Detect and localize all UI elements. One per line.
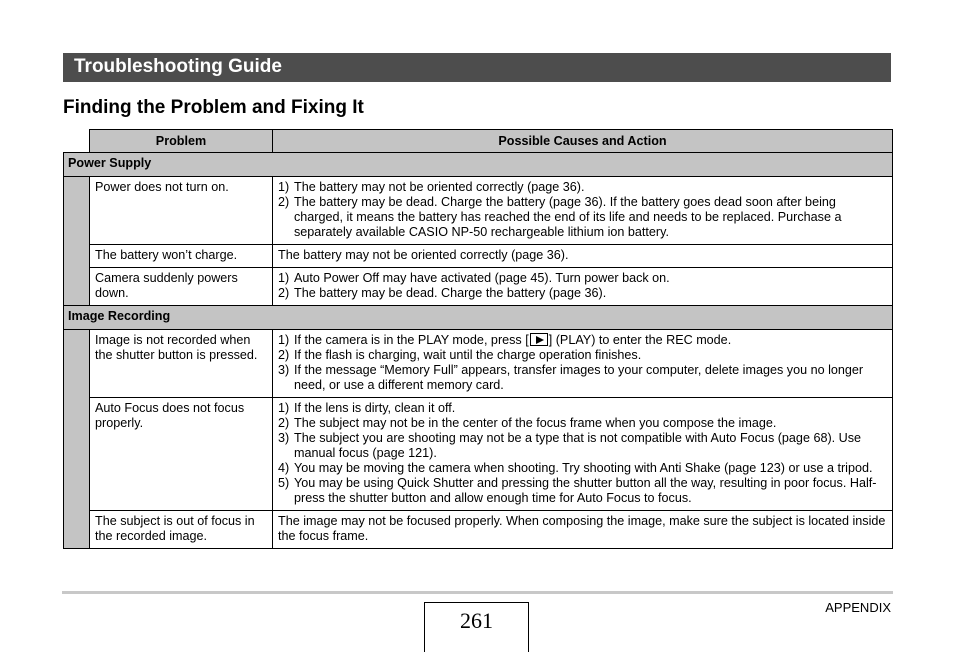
troubleshooting-table bbox=[63, 129, 893, 549]
action-item: 3) The subject you are shooting may not be a type that is not compatible with Auto Focus (page 68). Use manual focus (page 121). bbox=[278, 431, 862, 460]
action-item: 5) You may be using Quick Shutter and pressing the shutter button all the way, resulting in poor focus. Half-press the shutter button and allow enough time for Auto Focus to focus. bbox=[278, 476, 877, 505]
table-header-row bbox=[64, 130, 893, 153]
problem-cell: The battery won’t charge. bbox=[90, 245, 273, 268]
action-item: 2) If the flash is charging, wait until the charge operation finishes. bbox=[278, 348, 642, 362]
problem-cell: Camera suddenly powers down. bbox=[90, 268, 273, 306]
action-item: 4) You may be moving the camera when shooting. Try shooting with Anti Shake (page 123) or use a tripod. bbox=[278, 461, 873, 475]
table-row bbox=[64, 245, 893, 268]
category-gutter bbox=[64, 177, 90, 306]
action-cell: The image may not be focused properly. When composing the image, make sure the subject is located inside the focus frame. bbox=[273, 511, 893, 549]
column-header-problem: Problem bbox=[90, 130, 273, 153]
page-number-box bbox=[424, 602, 529, 652]
action-item: 2) The battery may be dead. Charge the battery (page 36). If the battery goes dead soon after being charged, it means the battery has reached the end of its life and needs to be replaced. Purchase a separately available CASIO NP-50 rechargeable lithium ion battery. bbox=[278, 195, 842, 239]
table-row bbox=[64, 511, 893, 549]
action-item: 3) If the message “Memory Full” appears, transfer images to your computer, delete images you no longer need, or use a different memory card. bbox=[278, 363, 864, 392]
footer-divider bbox=[62, 591, 893, 594]
action-list bbox=[278, 180, 887, 240]
table-row bbox=[64, 330, 893, 398]
table-row bbox=[64, 398, 893, 511]
action-item: 1) If the camera is in the PLAY mode, press [ ] (PLAY) to enter the REC mode. bbox=[278, 333, 732, 347]
section-label: APPENDIX bbox=[825, 600, 891, 615]
action-cell bbox=[273, 398, 893, 511]
problem-cell: The subject is out of focus in the recorded image. bbox=[90, 511, 273, 549]
action-list bbox=[278, 333, 887, 393]
section-title: Troubleshooting Guide bbox=[74, 56, 282, 77]
action-item: 1) Auto Power Off may have activated (page 45). Turn power back on. bbox=[278, 271, 670, 285]
problem-cell: Auto Focus does not focus properly. bbox=[90, 398, 273, 511]
problem-cell: Power does not turn on. bbox=[90, 177, 273, 245]
action-list bbox=[278, 401, 887, 506]
category-row bbox=[64, 153, 893, 177]
action-item: 2) The battery may be dead. Charge the battery (page 36). bbox=[278, 286, 607, 300]
section-title-bar bbox=[63, 53, 891, 82]
table-row bbox=[64, 177, 893, 245]
header-spacer bbox=[64, 130, 90, 153]
action-cell: The battery may not be oriented correctly (page 36). bbox=[273, 245, 893, 268]
action-item: 2) The subject may not be in the center of the focus frame when you compose the image. bbox=[278, 416, 777, 430]
table-row bbox=[64, 268, 893, 306]
category-row bbox=[64, 306, 893, 330]
play-icon bbox=[530, 333, 548, 346]
category-gutter bbox=[64, 330, 90, 549]
action-cell bbox=[273, 177, 893, 245]
action-item: 1) If the lens is dirty, clean it off. bbox=[278, 401, 456, 415]
action-item: 1) The battery may not be oriented correctly (page 36). bbox=[278, 180, 585, 194]
action-list bbox=[278, 271, 887, 301]
action-cell bbox=[273, 330, 893, 398]
page-heading: Finding the Problem and Fixing It bbox=[63, 97, 364, 118]
category-label: Power Supply bbox=[64, 153, 893, 177]
column-header-action: Possible Causes and Action bbox=[273, 130, 893, 153]
category-label: Image Recording bbox=[64, 306, 893, 330]
action-cell bbox=[273, 268, 893, 306]
page-number: 261 bbox=[460, 608, 493, 633]
problem-cell: Image is not recorded when the shutter button is pressed. bbox=[90, 330, 273, 398]
